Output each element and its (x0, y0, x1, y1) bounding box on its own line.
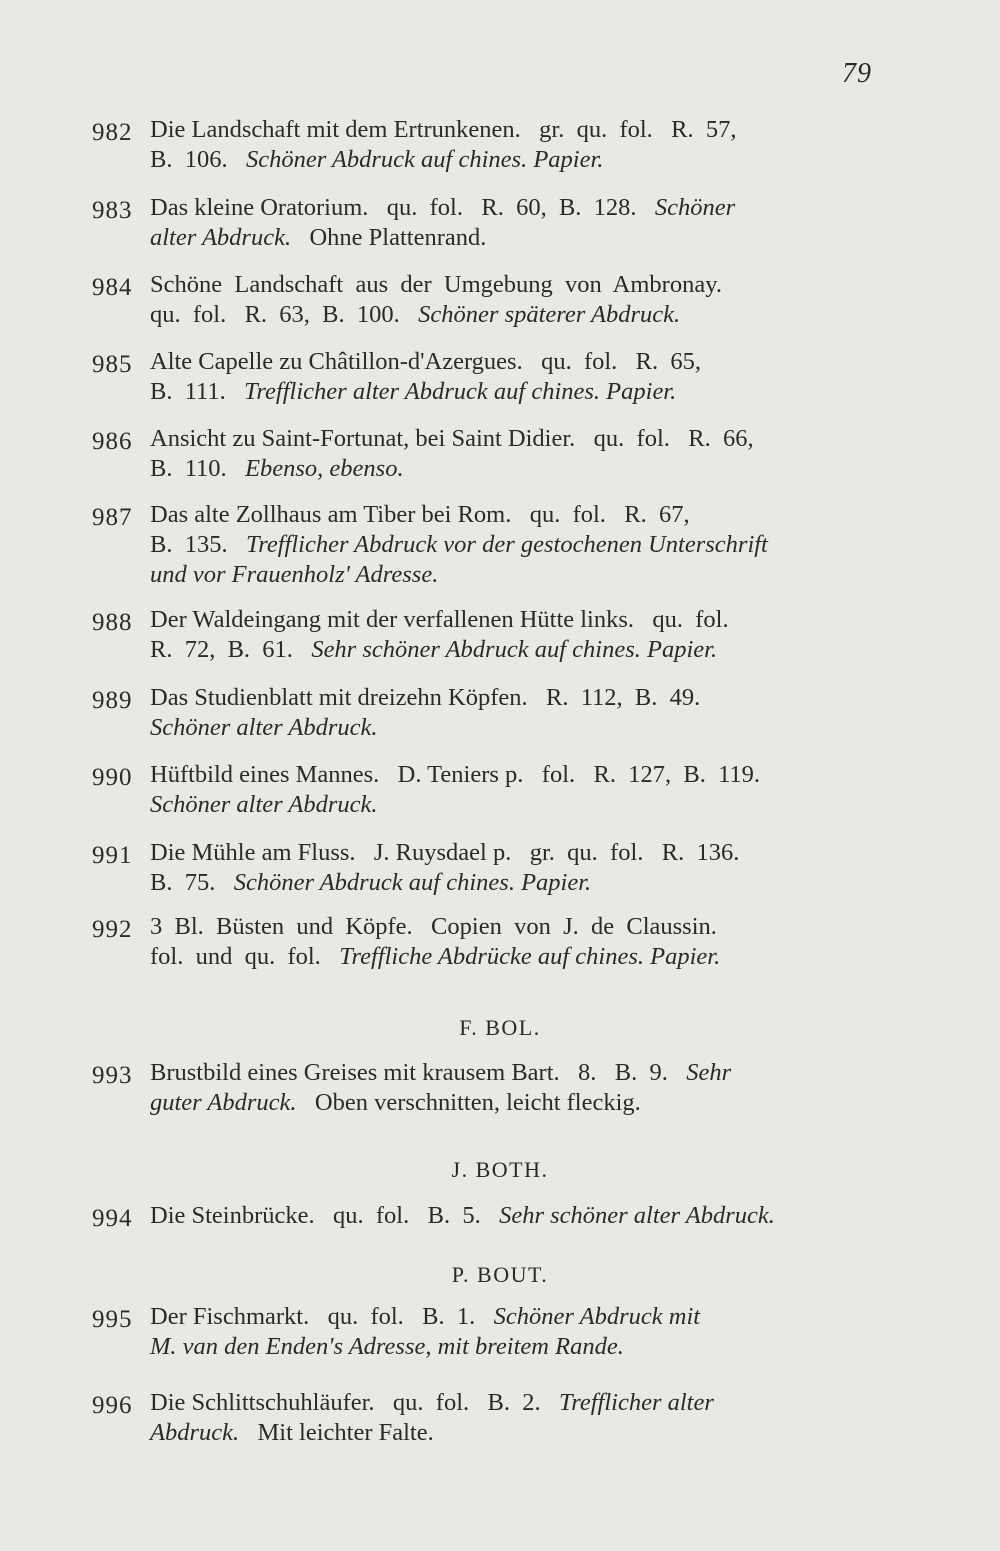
condition-note: Sehr schöner alter Abdruck. (499, 1202, 775, 1229)
entry-description (150, 424, 872, 484)
entry-text-part: Die Steinbrücke. qu. fol. B. 5. (150, 1202, 500, 1229)
entry-text-part: Mit leichter Falte. (239, 1419, 434, 1446)
entry-text-part: Schöne Landschaft aus der Umgebung von Ambronay. (150, 271, 722, 298)
condition-note: Treffliche Abdrücke auf chines. Papier. (339, 943, 721, 970)
entry-line (150, 868, 872, 898)
entry-description (150, 912, 872, 972)
entry-line (150, 1302, 872, 1332)
condition-note: Schöner Abdruck auf chines. Papier. (245, 146, 604, 173)
entry-line (150, 1201, 872, 1231)
entry-line (150, 760, 872, 790)
condition-note: Schöner alter Abdruck. (150, 714, 378, 741)
entry-line (150, 912, 872, 942)
entry-line (150, 300, 872, 330)
entry-text-part: Der Fischmarkt. qu. fol. B. 1. (150, 1303, 494, 1330)
entry-number: 984 (92, 274, 133, 301)
condition-note: Sehr (686, 1059, 732, 1086)
artist-heading: P. BOUT. (451, 1262, 549, 1287)
condition-note: guter Abdruck. (150, 1089, 297, 1116)
entry-line (150, 454, 872, 484)
entry-description (150, 115, 872, 175)
entry-text-part: Das Studienblatt mit dreizehn Köpfen. R. 112, B. 49. (150, 684, 701, 711)
entry-line (150, 377, 872, 407)
entry-number: 991 (92, 842, 133, 869)
entry-number: 992 (92, 916, 133, 943)
entry-line (150, 635, 872, 665)
entry-line (150, 605, 872, 635)
entry-text-part: Hüftbild eines Mannes. D. Teniers p. fol. R. 127, B. 119. (150, 761, 761, 788)
page-number: 79 (842, 58, 872, 89)
entry-line (150, 790, 872, 820)
condition-note: Trefflicher alter Abdruck auf chines. Papier. (244, 378, 677, 405)
artist-heading: F. BOL. (459, 1015, 541, 1040)
entry-text-part: Die Mühle am Fluss. J. Ruysdael p. gr. qu. fol. R. 136. (150, 839, 740, 866)
condition-note: M. van den Enden's Adresse, mit breitem Rande. (150, 1333, 624, 1360)
condition-note: Schöner alter Abdruck. (150, 791, 378, 818)
artist-heading: J. BOTH. (451, 1157, 549, 1182)
entry-description (150, 270, 872, 330)
condition-note: Sehr schöner Abdruck auf chines. Papier. (311, 636, 718, 663)
entry-description (150, 760, 872, 820)
entry-text-part: R. 72, B. 61. (150, 636, 312, 663)
entry-text-part: Der Waldeingang mit der verfallenen Hütte links. qu. fol. (150, 606, 729, 633)
condition-note: Ebenso, ebenso. (245, 455, 404, 482)
condition-note: Schöner (654, 194, 736, 221)
entry-description (150, 605, 872, 665)
entry-line (150, 145, 872, 175)
entry-text-part: fol. und qu. fol. (150, 943, 340, 970)
entry-text-part: Das kleine Oratorium. qu. fol. R. 60, B. 128. (150, 194, 655, 221)
entry-text-part: B. 110. (150, 455, 246, 482)
entry-number: 983 (92, 197, 133, 224)
entry-text-part: B. 106. (150, 146, 246, 173)
entry-description (150, 1201, 872, 1231)
entry-line (150, 193, 872, 223)
entry-text-part: Ohne Plattenrand. (291, 224, 487, 251)
entry-line (150, 1088, 872, 1118)
entry-description (150, 1302, 872, 1362)
entry-text-part: Alte Capelle zu Châtillon-d'Azergues. qu. fol. R. 65, (150, 348, 702, 375)
entry-text-part: Die Schlittschuhläufer. qu. fol. B. 2. (150, 1389, 559, 1416)
entry-text-part: Die Landschaft mit dem Ertrunkenen. gr. qu. fol. R. 57, (150, 116, 737, 143)
condition-note: Schöner Abdruck auf chines. Papier. (233, 869, 592, 896)
entry-number: 996 (92, 1392, 133, 1419)
entry-line (150, 223, 872, 253)
entry-text-part: B. 111. (150, 378, 245, 405)
entry-number: 982 (92, 119, 133, 146)
entry-line (150, 560, 872, 590)
entry-text-part: Ansicht zu Saint-Fortunat, bei Saint Didier. qu. fol. R. 66, (150, 425, 754, 452)
entry-number: 987 (92, 504, 133, 531)
entry-line (150, 1332, 872, 1362)
entry-description (150, 1058, 872, 1118)
entry-description (150, 500, 872, 590)
entry-line (150, 424, 872, 454)
condition-note: Schöner Abdruck mit (493, 1303, 701, 1330)
condition-note: Abdruck. (150, 1419, 240, 1446)
entry-number: 988 (92, 609, 133, 636)
condition-note: Schöner späterer Abdruck. (418, 301, 681, 328)
entry-number: 990 (92, 764, 133, 791)
entry-line (150, 115, 872, 145)
entry-text-part: Das alte Zollhaus am Tiber bei Rom. qu. fol. R. 67, (150, 501, 690, 528)
entry-line (150, 1058, 872, 1088)
entry-number: 985 (92, 351, 133, 378)
entry-text-part: B. 135. (150, 531, 246, 558)
entry-number: 993 (92, 1062, 133, 1089)
condition-note: Trefflicher alter (558, 1389, 714, 1416)
entry-line (150, 500, 872, 530)
entry-line (150, 1418, 872, 1448)
entry-line (150, 838, 872, 868)
entry-text-part: qu. fol. R. 63, B. 100. (150, 301, 419, 328)
entry-number: 989 (92, 687, 133, 714)
entry-number: 994 (92, 1205, 133, 1232)
entry-description (150, 1388, 872, 1448)
entry-number: 995 (92, 1306, 133, 1333)
entry-line (150, 683, 872, 713)
condition-note: alter Abdruck. (150, 224, 292, 251)
entry-text-part: B. 75. (150, 869, 234, 896)
entry-text-part: Brustbild eines Greises mit krausem Bart. 8. B. 9. (150, 1059, 687, 1086)
entry-description (150, 193, 872, 253)
entry-text-part: Oben verschnitten, leicht fleckig. (296, 1089, 641, 1116)
entry-text-part: 3 Bl. Büsten und Köpfe. Copien von J. de Claussin. (150, 913, 717, 940)
entry-line (150, 347, 872, 377)
entry-number: 986 (92, 428, 133, 455)
condition-note: und vor Frauenholz' Adresse. (150, 561, 439, 588)
entry-line (150, 1388, 872, 1418)
entry-line (150, 270, 872, 300)
entry-line (150, 942, 872, 972)
entry-line (150, 713, 872, 743)
entry-description (150, 347, 872, 407)
condition-note: Trefflicher Abdruck vor der gestochenen Unterschrift (245, 531, 768, 558)
entry-description (150, 838, 872, 898)
entry-line (150, 530, 872, 560)
entry-description (150, 683, 872, 743)
